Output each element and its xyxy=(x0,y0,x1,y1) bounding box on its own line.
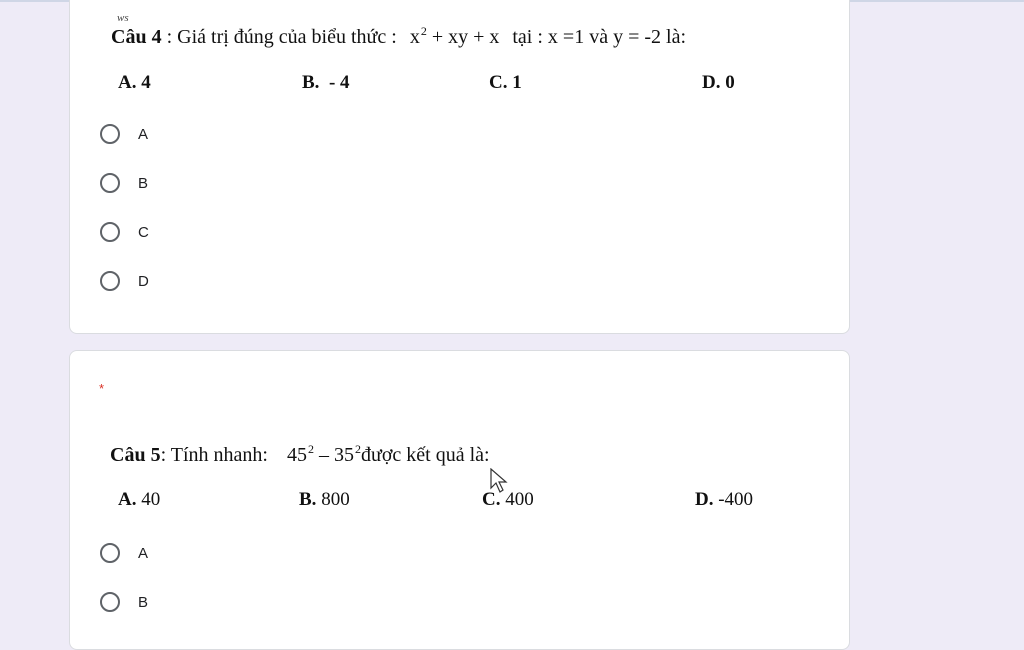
question-5-text: Câu 5: Tính nhanh: $45^2$ – $35^2được$ kết quả là: xyxy=(110,442,490,466)
radio-button[interactable] xyxy=(100,124,120,144)
question-card-4 xyxy=(69,0,850,334)
q5-answer-d: D. -400 xyxy=(695,489,754,510)
radio-button[interactable] xyxy=(100,543,120,563)
q4-answer-d: D. 0 xyxy=(702,72,735,93)
radio-button[interactable] xyxy=(100,173,120,193)
q5-answer-a: A. 40 xyxy=(118,489,161,510)
q5-option-a[interactable]: A xyxy=(100,539,148,567)
q5-answer-b: B. 800 xyxy=(299,489,350,510)
q4-option-c[interactable]: C xyxy=(100,218,149,246)
question-5-label: Câu 5 xyxy=(110,444,161,466)
q5-answer-c: C. 400 xyxy=(482,489,534,510)
q4-answer-a: A. 4 xyxy=(118,72,151,93)
q5-option-b[interactable]: B xyxy=(100,588,148,616)
question-4-text: Câu 4 : Giá trị đúng của biểu thức : $x^2$ + xy + x tại : x =1 và y = -2 là: xyxy=(111,24,687,48)
required-mark: * xyxy=(99,381,105,396)
q4-option-d[interactable]: D xyxy=(100,267,149,295)
q4-answer-c: C. 1 xyxy=(489,72,522,93)
q4-answer-b: B. - 4 xyxy=(302,72,350,93)
question-4-label: Câu 4 xyxy=(111,26,162,48)
q4-option-a[interactable]: A xyxy=(100,120,148,148)
mouse-cursor-icon xyxy=(489,468,509,494)
radio-button[interactable] xyxy=(100,222,120,242)
radio-button[interactable] xyxy=(100,592,120,612)
radio-button[interactable] xyxy=(100,271,120,291)
handwritten-mark: ws xyxy=(117,12,129,24)
q4-option-b[interactable]: B xyxy=(100,169,148,197)
